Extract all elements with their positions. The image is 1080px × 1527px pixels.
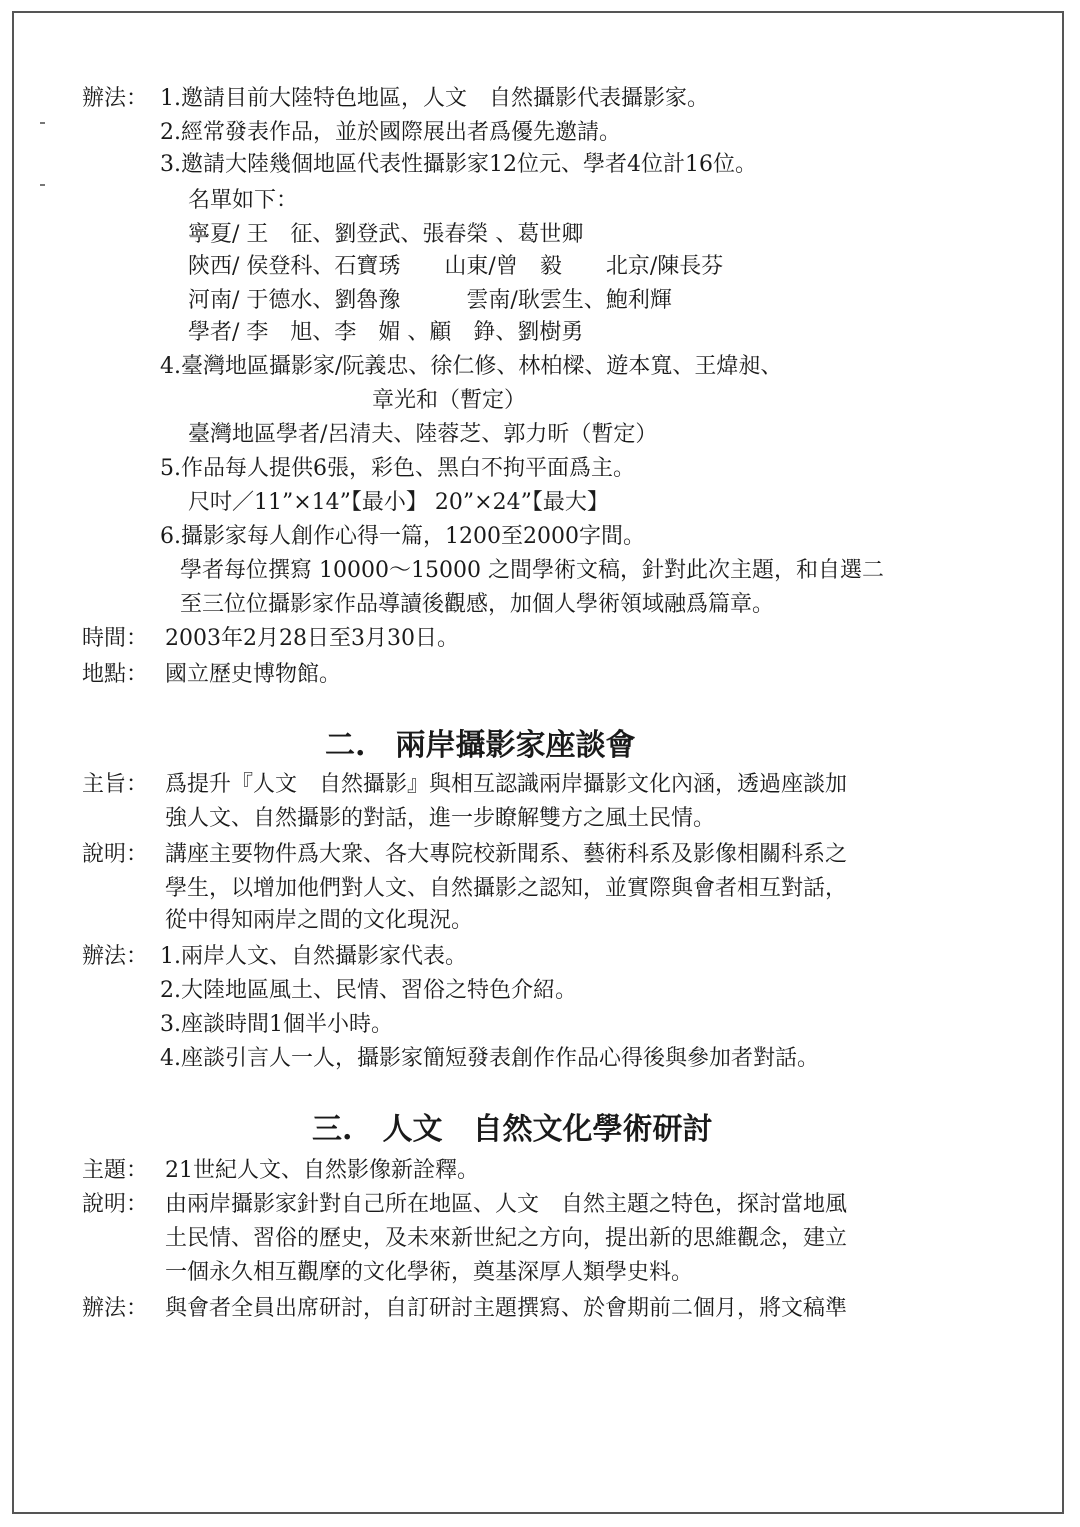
desc-label: 說明： [82,842,149,867]
section-3-title: 三. 人文 自然文化學術研討 [312,1112,713,1147]
taiwan-scholars: 臺灣地區學者/呂清夫、陸蓉芝、郭力昕（暫定） [188,422,658,447]
names-scholars: 學者/ 李 旭、李 媚 、顧 錚、劉樹勇 [188,320,584,345]
purpose-line-2: 強人文、自然攝影的對話，進一步瞭解雙方之風土民情。 [165,806,716,831]
place-value: 國立歷史博物館。 [165,662,342,687]
time-value: 2003年2月28日至3月30日。 [165,626,459,651]
s3-desc-line-2: 土民情、習俗的歷史，及未來新世紀之方向，提出新的思維觀念，建立 [165,1226,848,1251]
size-line: 尺吋／11”×14”【最小】 20”×24”【最大】 [188,490,609,515]
method-item-3: 3.邀請大陸幾個地區代表性攝影家12位元、學者4位計16位。 [160,152,757,177]
theme-value: 21世紀人文、自然影像新詮釋。 [165,1158,479,1183]
desc-line-2: 學生，以增加他們對人文、自然攝影之認知，並實際與會者相互對話， [165,876,848,901]
names-ningxia: 寧夏/ 王 征、劉登武、張春榮 、葛世卿 [188,222,584,247]
method-label-2: 辦法： [82,944,149,969]
method-label: 辦法： [82,86,149,111]
method-item-1: 1.邀請目前大陸特色地區，人文 自然攝影代表攝影家。 [160,86,709,111]
purpose-line-1: 爲提升『人文 自然攝影』與相互認識兩岸攝影文化內涵，透過座談加 [165,772,848,797]
method-item-6: 6.攝影家每人創作心得一篇，1200至2000字間。 [160,524,645,549]
desc-line-3: 從中得知兩岸之間的文化現況。 [165,908,474,933]
s3-desc-line-3: 一個永久相互觀摩的文化學術，奠基深厚人類學史料。 [165,1260,694,1285]
s2-item-2: 2.大陸地區風土、民情、習俗之特色介紹。 [160,978,577,1003]
desc-line-1: 講座主要物件爲大衆、各大專院校新聞系、藝術科系及影像相關科系之 [165,842,848,867]
s2-item-4: 4.座談引言人一人，攝影家簡短發表創作作品心得後與參加者對話。 [160,1046,819,1071]
section-2-title: 二. 兩岸攝影家座談會 [325,728,636,763]
scholar-line-2: 至三位位攝影家作品導讀後觀感，加個人學術領域融爲篇章。 [180,592,775,617]
s2-item-3: 3.座談時間1個半小時。 [160,1012,393,1037]
place-label: 地點： [82,662,149,687]
theme-label: 主題： [82,1158,149,1183]
names-shaanxi: 陝西/ 侯登科、石寶琇 山東/曾 毅 北京/陳長芬 [188,254,724,279]
s3-method-line: 與會者全員出席研討，自訂研討主題撰寫、於會期前二個月，將文稿準 [165,1296,848,1321]
list-title: 名單如下： [188,188,299,213]
method-item-2: 2.經常發表作品，並於國際展出者爲優先邀請。 [160,120,621,145]
method-item-5: 5.作品每人提供6張，彩色、黑白不拘平面爲主。 [160,456,635,481]
names-henan: 河南/ 于德水、劉魯豫 雲南/耿雲生、鮑利輝 [188,288,672,313]
method-item-4-cont: 章光和（暫定） [372,388,527,413]
desc-label-3: 說明： [82,1192,149,1217]
time-label: 時間： [82,626,149,651]
method-item-4: 4.臺灣地區攝影家/阮義忠、徐仁修、林柏樑、遊本寬、王煒昶、 [160,354,783,379]
purpose-label: 主旨： [82,772,149,797]
scholar-line-1: 學者每位撰寫 10000～15000 之間學術文稿，針對此次主題，和自選二 [180,558,884,583]
s3-desc-line-1: 由兩岸攝影家針對自己所在地區、人文 自然主題之特色，探討當地風 [165,1192,848,1217]
method-label-3: 辦法： [82,1296,149,1321]
s2-item-1: 1.兩岸人文、自然攝影家代表。 [160,944,467,969]
